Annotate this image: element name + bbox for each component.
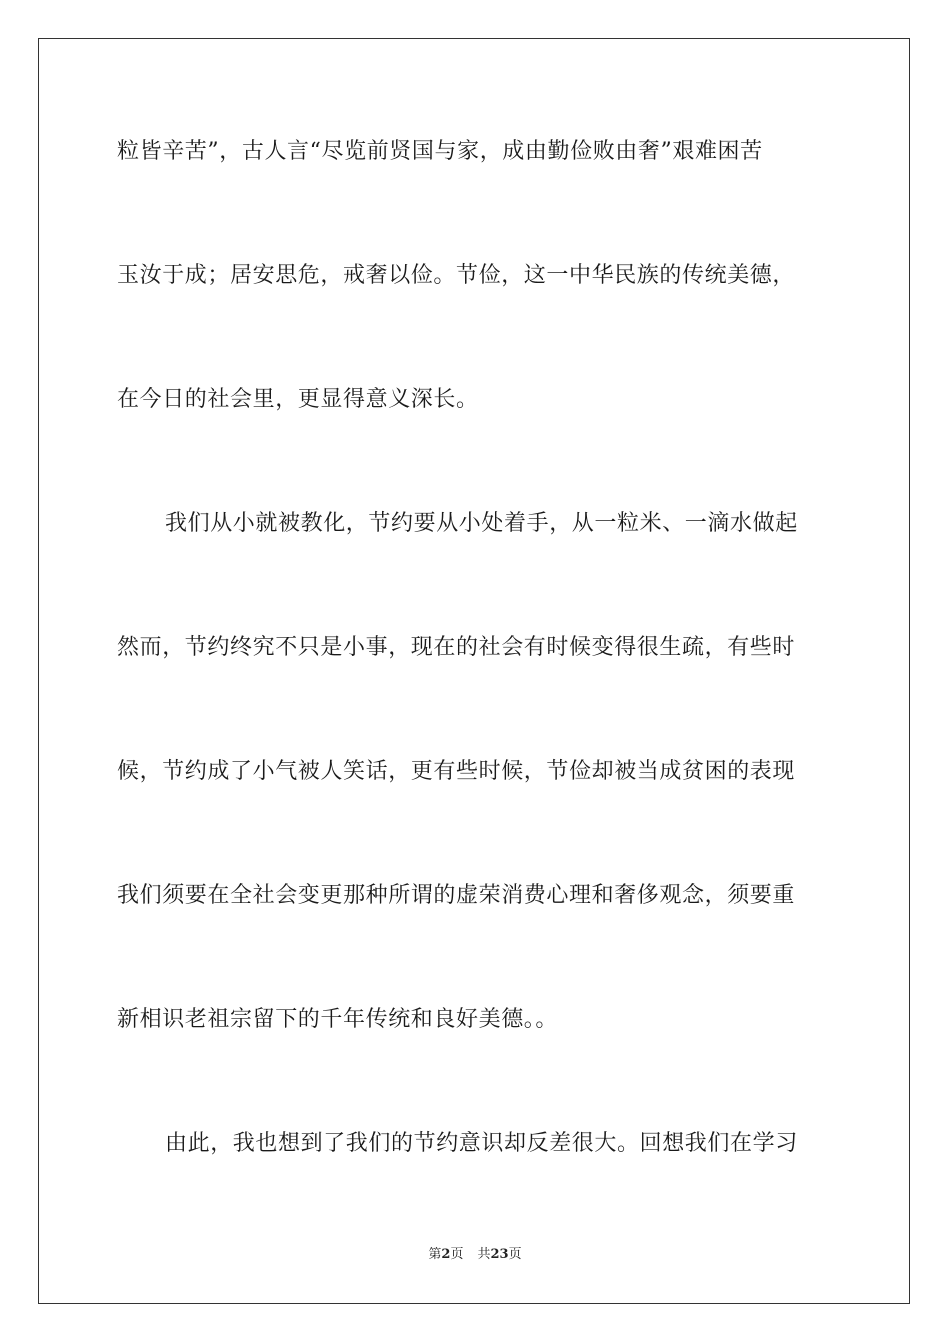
page-prefix: 第: [428, 1247, 442, 1262]
total-pages-indicator: [477, 1247, 521, 1262]
total-suffix: 页: [508, 1247, 522, 1262]
paragraph-first-line: 由此，我也想到了我们的节约意识却反差很大。回想我们在学习: [165, 1131, 798, 1156]
text-line: 在今日的社会里，更显得意义深长。: [117, 387, 479, 412]
text-line: 我们须要在全社会变更那种所谓的虚荣消费心理和奢侈观念，须要重: [117, 883, 796, 908]
text-line: 然而，节约终究不只是小事，现在的社会有时候变得很生疏，有些时: [117, 635, 796, 660]
text-line: 玉汝于成；居安思危，戒奢以俭。节俭，这一中华民族的传统美德，: [117, 263, 796, 288]
page-indicator: [428, 1247, 463, 1262]
text-line: 粒皆辛苦”，古人言“尽览前贤国与家，成由勤俭败由奢”艰难困苦: [117, 139, 763, 164]
page-suffix: 页: [450, 1247, 464, 1262]
text-line: 候，节约成了小气被人笑话，更有些时候，节俭却被当成贫困的表现: [117, 759, 796, 784]
paragraph-first-line: 我们从小就被教化，节约要从小处着手，从一粒米、一滴水做起: [165, 511, 798, 536]
page-footer: [0, 1246, 950, 1264]
page-border: [38, 38, 910, 1304]
page-number: 2: [441, 1247, 451, 1262]
text-line: 新相识老祖宗留下的千年传统和良好美德。。: [117, 1007, 559, 1032]
total-pages-number: 23: [490, 1247, 509, 1262]
total-prefix: 共: [477, 1247, 491, 1262]
